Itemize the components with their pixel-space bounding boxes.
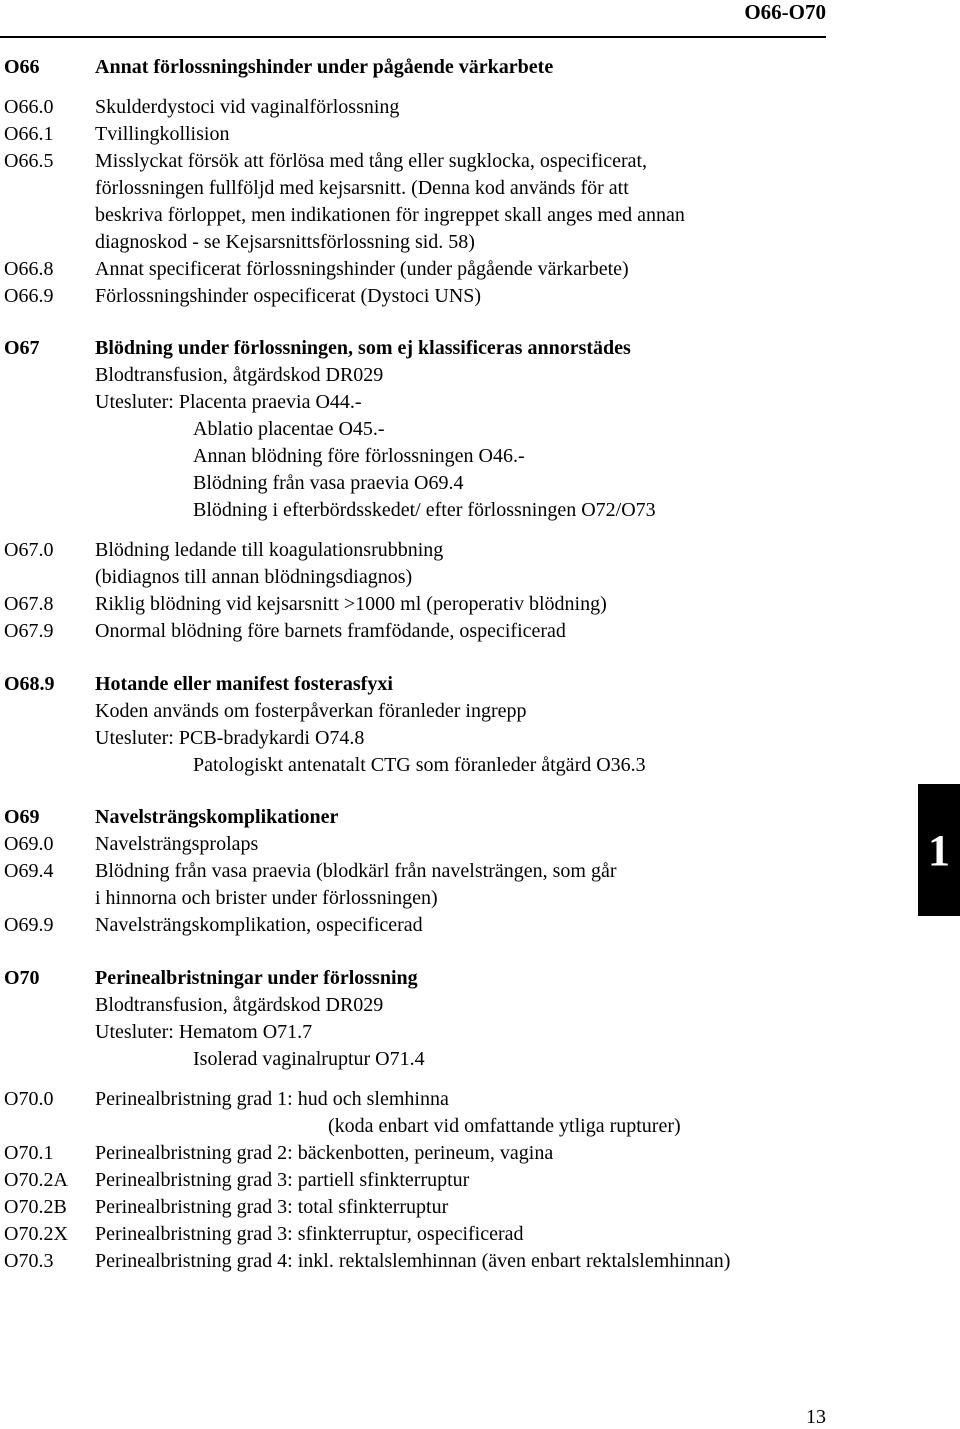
diagnosis-code: O70 — [4, 967, 40, 989]
description-line: Patologiskt antenatalt CTG som föranleder åtgärd O36.3 — [193, 754, 646, 776]
diagnosis-description — [95, 698, 527, 752]
diagnosis-description — [95, 283, 481, 310]
description-line: Blodtransfusion, åtgärdskod DR029 — [95, 994, 384, 1016]
diagnosis-description — [95, 1086, 449, 1113]
description-line: Blödning i efterbördsskedet/ efter förlossningen O72/O73 — [193, 499, 656, 521]
description-line: Blödning från vasa praevia (blodkärl från navelsträngen, som går — [95, 860, 617, 882]
diagnosis-code: O69.9 — [4, 914, 54, 936]
diagnosis-code: O66.1 — [4, 123, 54, 145]
diagnosis-description — [95, 121, 229, 148]
diagnosis-description — [95, 752, 646, 779]
diagnosis-code: O66.8 — [4, 258, 54, 280]
diagnosis-code: O68.9 — [4, 673, 55, 695]
header-rule — [0, 36, 826, 38]
diagnosis-description — [95, 1113, 681, 1140]
diagnosis-description — [95, 1167, 469, 1194]
diagnosis-description — [95, 416, 656, 524]
description-line: Perinealbristning grad 3: total sfinkterruptur — [95, 1196, 449, 1218]
description-line: beskriva förloppet, men indikationen för ingreppet skall anges med annan — [95, 204, 685, 226]
diagnosis-code: O66.9 — [4, 285, 54, 307]
diagnosis-description — [95, 537, 443, 591]
diagnosis-code: O66 — [4, 56, 40, 78]
diagnosis-description — [95, 335, 631, 362]
diagnosis-code: O69.0 — [4, 833, 54, 855]
description-line: Utesluter: Hematom O71.7 — [95, 1021, 313, 1043]
description-line: Blödning under förlossningen, som ej klassificeras annorstädes — [95, 337, 631, 359]
page-number: 13 — [806, 1406, 826, 1428]
diagnosis-code: O69.4 — [4, 860, 54, 882]
description-line: förlossningen fullföljd med kejsarsnitt. (Denna kod används för att — [95, 177, 629, 199]
diagnosis-code: O66.0 — [4, 96, 54, 118]
description-line: Perinealbristning grad 3: sfinkterruptur, ospecificerad — [95, 1223, 524, 1245]
description-line: Perinealbristning grad 4: inkl. rektalslemhinnan (även enbart rektalslemhinnan) — [95, 1250, 731, 1272]
diagnosis-code: O67.9 — [4, 620, 54, 642]
description-line: Förlossningshinder ospecificerat (Dystoci UNS) — [95, 285, 482, 307]
diagnosis-description — [95, 94, 399, 121]
description-line: Annat förlossningshinder under pågående värkarbete — [95, 56, 554, 78]
diagnosis-description — [95, 1221, 524, 1248]
description-line: (koda enbart vid omfattande ytliga rupturer) — [328, 1115, 681, 1137]
diagnosis-code: O67 — [4, 337, 40, 359]
diagnosis-description — [95, 831, 258, 858]
description-line: Blödning ledande till koagulationsrubbning — [95, 539, 444, 561]
description-line: Perinealbristningar under förlossning — [95, 967, 418, 989]
diagnosis-code: O70.2B — [4, 1196, 67, 1218]
diagnosis-code: O67.8 — [4, 593, 54, 615]
diagnosis-code: O70.1 — [4, 1142, 54, 1164]
diagnosis-description — [95, 618, 566, 645]
diagnosis-description — [95, 256, 629, 283]
diagnosis-code: O70.3 — [4, 1250, 54, 1272]
description-line: Perinealbristning grad 3: partiell sfinkterruptur — [95, 1169, 470, 1191]
diagnosis-description — [95, 804, 338, 831]
diagnosis-description — [95, 148, 685, 256]
diagnosis-code: O67.0 — [4, 539, 54, 561]
description-line: Perinealbristning grad 1: hud och slemhinna — [95, 1088, 449, 1110]
description-line: Riklig blödning vid kejsarsnitt >1000 ml (peroperativ blödning) — [95, 593, 607, 615]
description-line: Navelsträngskomplikationer — [95, 806, 339, 828]
diagnosis-description — [95, 1046, 425, 1073]
description-line: (bidiagnos till annan blödningsdiagnos) — [95, 566, 413, 588]
description-line: Koden används om fosterpåverkan föranleder ingrepp — [95, 700, 527, 722]
header-code-range: O66-O70 — [744, 0, 826, 24]
diagnosis-code: O69 — [4, 806, 40, 828]
diagnosis-description — [95, 965, 418, 992]
diagnosis-description — [95, 671, 393, 698]
diagnosis-description — [95, 912, 423, 939]
chapter-tab-number: 1 — [928, 825, 950, 875]
description-line: Misslyckat försök att förlösa med tång eller sugklocka, ospecificerat, — [95, 150, 648, 172]
diagnosis-code: O70.2A — [4, 1169, 68, 1191]
description-line: Annan blödning före förlossningen O46.- — [193, 445, 525, 467]
chapter-tab — [918, 784, 960, 916]
diagnosis-description — [95, 858, 616, 912]
description-line: Tvillingkollision — [95, 123, 230, 145]
description-line: Onormal blödning före barnets framfödande, ospecificerad — [95, 620, 566, 642]
diagnosis-description — [95, 992, 383, 1046]
diagnosis-code: O70.0 — [4, 1088, 54, 1110]
diagnosis-description — [95, 362, 383, 416]
diagnosis-code: O66.5 — [4, 150, 54, 172]
description-line: i hinnorna och brister under förlossningen) — [95, 887, 438, 909]
description-line: Utesluter: PCB-bradykardi O74.8 — [95, 727, 365, 749]
diagnosis-code: O70.2X — [4, 1223, 68, 1245]
diagnosis-description — [95, 54, 553, 81]
description-line: Annat specificerat förlossningshinder (under pågående värkarbete) — [95, 258, 629, 280]
description-line: diagnoskod - se Kejsarsnittsförlossning sid. 58) — [95, 231, 475, 253]
description-line: Navelsträngsprolaps — [95, 833, 259, 855]
description-line: Isolerad vaginalruptur O71.4 — [193, 1048, 425, 1070]
diagnosis-description — [95, 591, 607, 618]
diagnosis-description — [95, 1194, 448, 1221]
diagnosis-description — [95, 1140, 553, 1167]
description-line: Utesluter: Placenta praevia O44.- — [95, 391, 362, 413]
description-line: Blodtransfusion, åtgärdskod DR029 — [95, 364, 384, 386]
description-line: Ablatio placentae O45.- — [193, 418, 385, 440]
description-line: Hotande eller manifest fosterasfyxi — [95, 673, 393, 695]
description-line: Blödning från vasa praevia O69.4 — [193, 472, 464, 494]
description-line: Navelsträngskomplikation, ospecificerad — [95, 914, 423, 936]
description-line: Perinealbristning grad 2: bäckenbotten, perineum, vagina — [95, 1142, 554, 1164]
diagnosis-description — [95, 1248, 730, 1275]
description-line: Skulderdystoci vid vaginalförlossning — [95, 96, 400, 118]
